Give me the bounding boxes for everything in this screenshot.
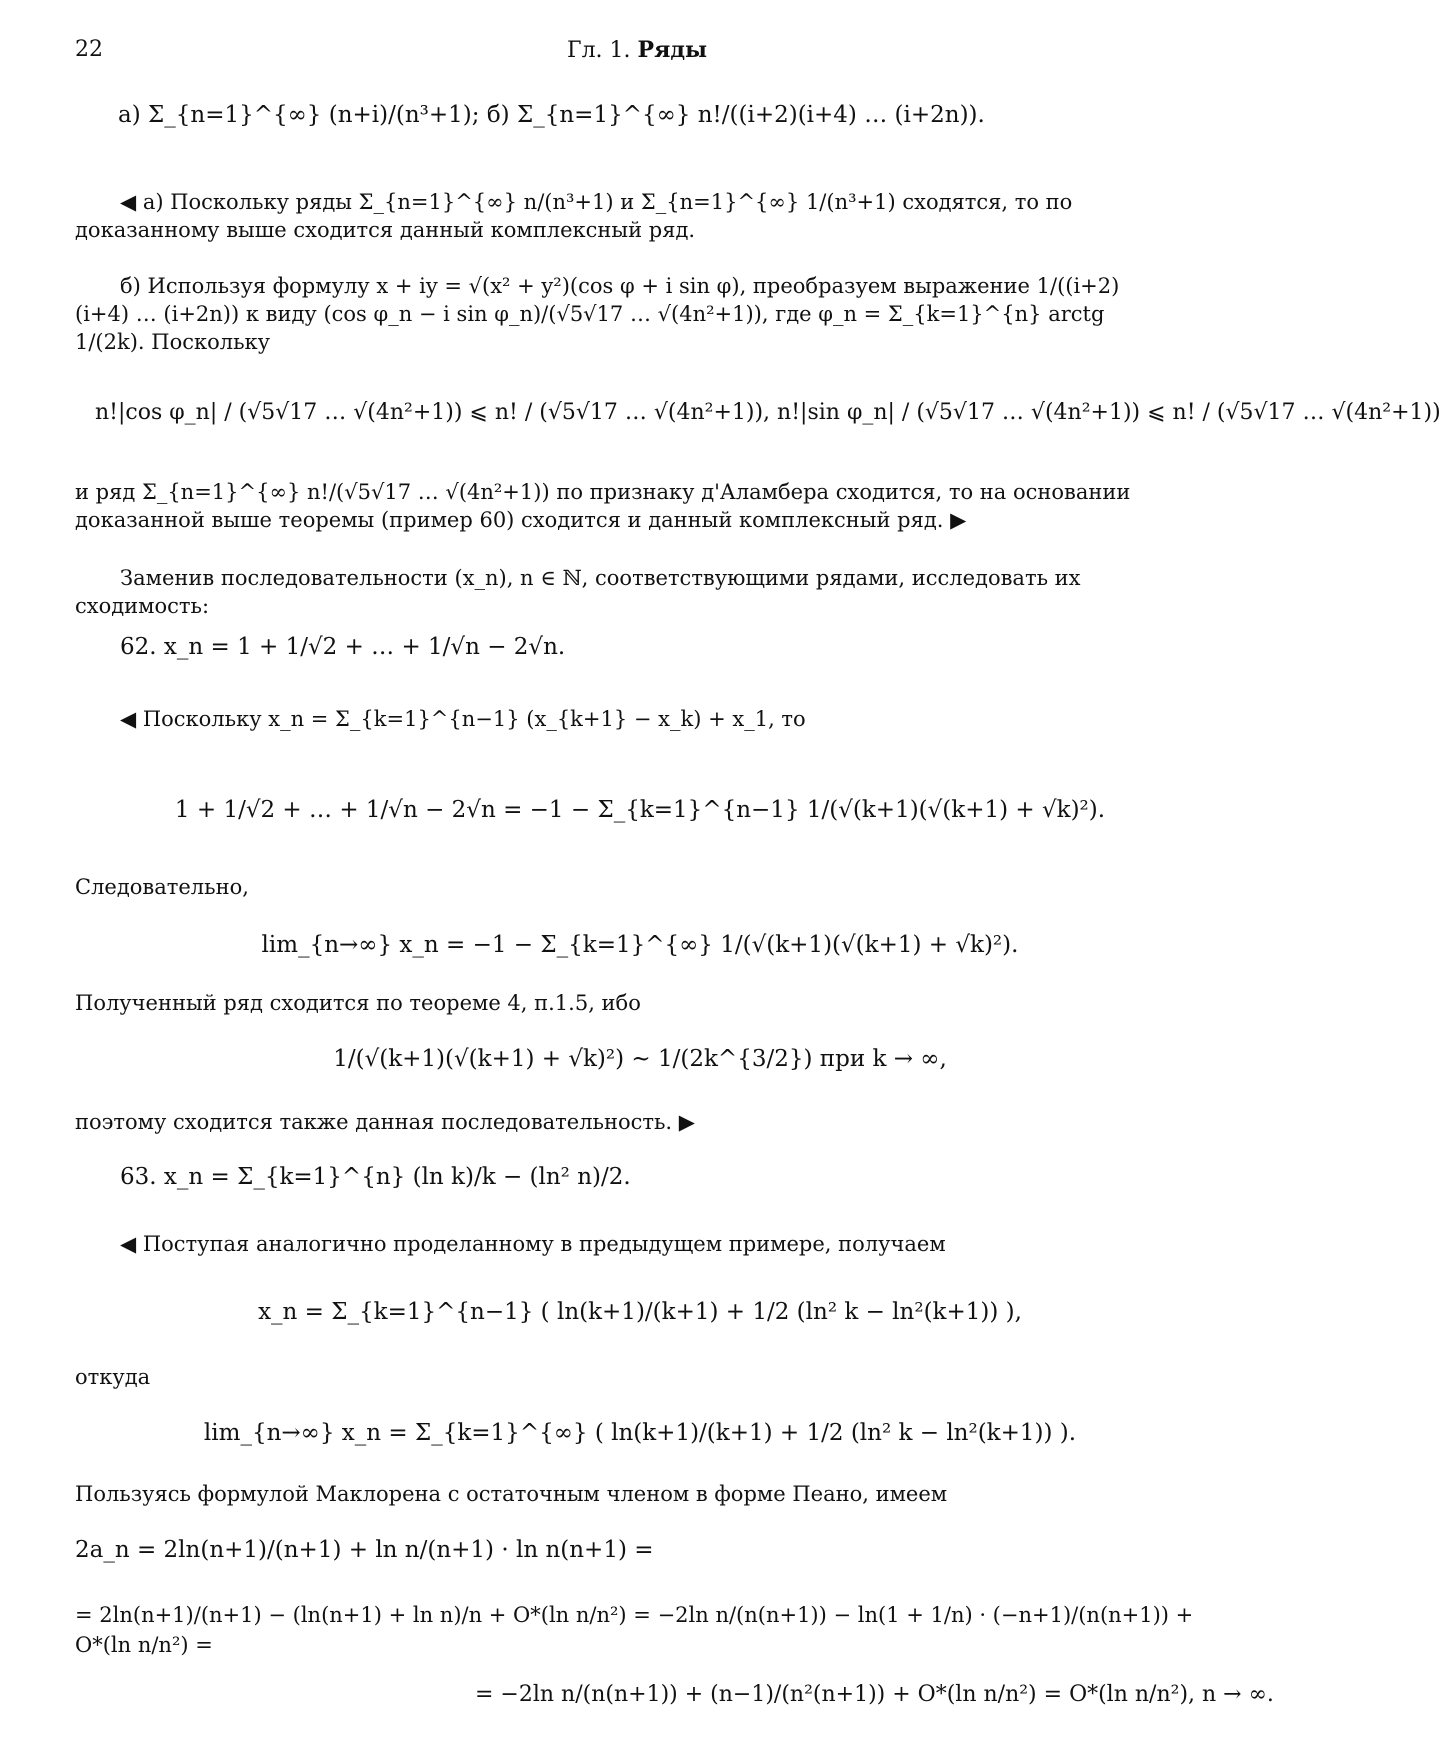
chapter-title: Ряды [637,37,708,63]
formula-x-n-sum: x_n = Σ_{k=1}^{n−1} ( ln(k+1)/(k+1) + 1/2 (ln² k − ln²(k+1)) ), [258,1299,1022,1325]
formula-expansion: = 2ln(n+1)/(n+1) − (ln(n+1) + ln n)/n + O*(ln n/n²) = −2ln n/(n(n+1)) − ln(1 + 1/n) · (−n+1)/(n(n+1)) + O*(ln n/n²) = [75,1603,1194,1657]
running-header [567,36,707,65]
formula-x-n-identity: 1 + 1/√2 + … + 1/√n − 2√n = −1 − Σ_{k=1}^{n−1} 1/(√(k+1)(√(k+1) + √k)²). [174,797,1106,823]
page-number: 22 [75,37,103,62]
paragraph-whence: откуда [75,1365,151,1389]
paragraph-sequence-converges: поэтому сходится также данная последовательность. ▶ [75,1110,695,1134]
paragraph-theorem-4: Полученный ряд сходится по теореме 4, п.1.5, ибо [75,991,641,1015]
formula-limit-x-n-sum: lim_{n→∞} x_n = Σ_{k=1}^{∞} ( ln(k+1)/(k+1) + 1/2 (ln² k − ln²(k+1)) ). [203,1420,1077,1446]
paragraph-part-a: ◀ а) Поскольку ряды Σ_{n=1}^{∞} n/(n³+1) и Σ_{n=1}^{∞} 1/(n³+1) сходятся, то по доказанному выше сходится данный комплексный ряд. [75,190,1073,242]
formula-inequalities: n!|cos φ_n| / (√5√17 … √(4n²+1)) ⩽ n! / (√5√17 … √(4n²+1)), n!|sin φ_n| / (√5√17 … √(4n²+1)) ⩽ n! / (√5√17 … √(4n²+1)) [95,400,1441,425]
formula-final-estimate: = −2ln n/(n(n+1)) + (n−1)/(n²(n+1)) + O*(ln n/n²) = O*(ln n/n²), n → ∞. [475,1682,1274,1707]
example-63-text: 63. x_n = Σ_{k=1}^{n} (ln k)/k − (ln² n)/2. [120,1164,631,1190]
formula-2a-n: 2a_n = 2ln(n+1)/(n+1) + ln n/(n+1) · ln n(n+1) = [75,1537,654,1563]
paragraph-task-statement: Заменив последовательности (x_n), n ∈ ℕ, соответствующими рядами, исследовать их сходимость: [75,566,1081,618]
chapter-prefix: Гл. 1. [567,38,631,63]
example-62-text: 62. x_n = 1 + 1/√2 + … + 1/√n − 2√n. [120,634,566,660]
paragraph-example-62-start: ◀ Поскольку x_n = Σ_{k=1}^{n−1} (x_{k+1} − x_k) + x_1, то [120,707,806,731]
formula-asymptotic: 1/(√(k+1)(√(k+1) + √k)²) ~ 1/(2k^{3/2}) при k → ∞, [333,1046,947,1072]
formula-series-examples: а) Σ_{n=1}^{∞} (n+i)/(n³+1); б) Σ_{n=1}^{∞} n!/((i+2)(i+4) … (i+2n)). [118,102,985,128]
paragraph-part-b: б) Используя формулу x + iy = √(x² + y²)(cos φ + i sin φ), преобразуем выражение 1/((i+2)(i+4) … (i+2n)) к виду (cos φ_n − i sin φ_n)/(√5√17 … √(4n²+1)), где φ_n = Σ_{k=1}^{n} arctg 1/(2k). Поскольку [75,274,1120,354]
paragraph-series-conclusion: и ряд Σ_{n=1}^{∞} n!/(√5√17 … √(4n²+1)) по признаку д'Аламбера сходится, то на основании доказанной выше теоремы (пример 60) сходится и данный комплексный ряд. ▶ [75,480,1131,532]
example-63-heading [120,1162,1020,1192]
paragraph-example-63-start: ◀ Поступая аналогично проделанному в предыдущем примере, получаем [120,1232,946,1256]
example-62-heading [120,632,1020,662]
formula-limit-x-n: lim_{n→∞} x_n = −1 − Σ_{k=1}^{∞} 1/(√(k+1)(√(k+1) + √k)²). [261,932,1019,958]
paragraph-therefore: Следовательно, [75,875,249,899]
paragraph-maclaurin: Пользуясь формулой Маклорена с остаточным членом в форме Пеано, имеем [75,1482,948,1506]
